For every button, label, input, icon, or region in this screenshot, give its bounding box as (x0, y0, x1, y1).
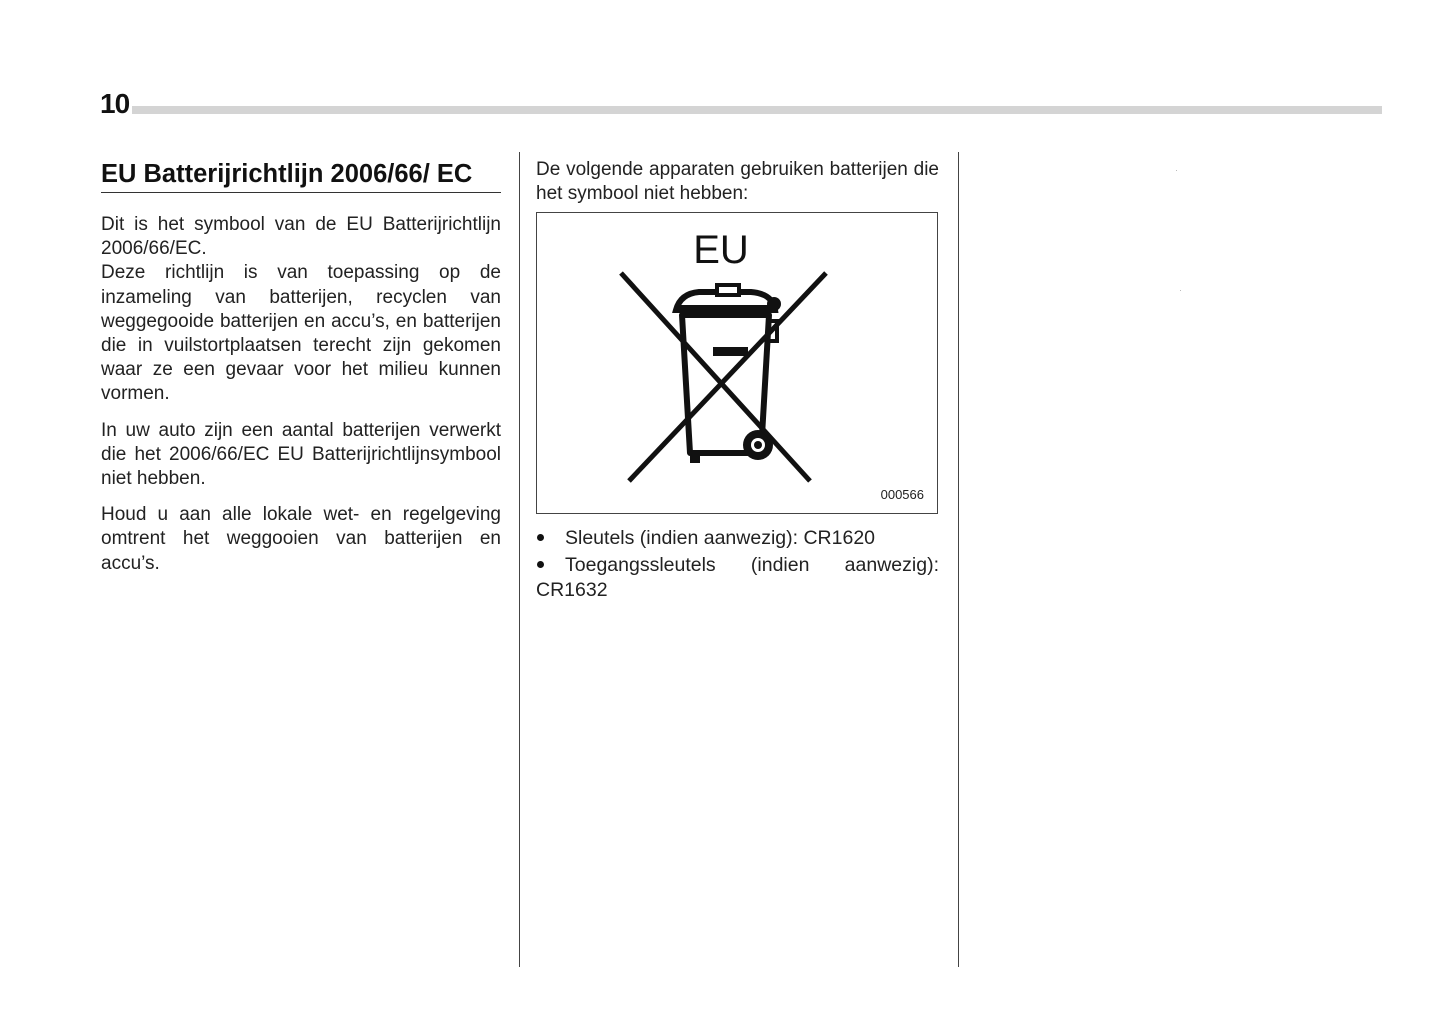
list-item-text: Sleutels (indien aanwezig): CR1620 (565, 527, 876, 550)
column-divider-left (519, 152, 520, 967)
paragraph-car-batteries: In uw auto zijn een aantal batterijen verwerkt die het 2006/66/EC EU Batterijrichtlijnsymbool niet hebben. (101, 419, 501, 490)
section-title: EU Batterijrichtlijn 2006/66/ EC (101, 160, 501, 193)
eu-battery-symbol-figure (536, 212, 938, 514)
list-item (536, 553, 939, 603)
bullet-icon (537, 561, 544, 568)
bullet-icon (537, 534, 544, 541)
page-number: 10 (100, 88, 130, 119)
crossed-out-wheelie-bin-icon (537, 213, 937, 513)
scan-speck (1176, 170, 1177, 171)
paragraph-directive-scope: Deze richtlijn is van toepassing op de inzameling van batterijen, recyclen van weggegooide batterijen en accu’s, en batterijen die in vuilstortplaatsen terecht zijn gekomen waar ze een gevaar voor het milieu kunnen vormen. (101, 262, 501, 405)
scan-speck (1180, 290, 1181, 291)
left-column (101, 160, 501, 576)
paragraph-local-regulations: Houd u aan alle lokale wet- en regelgeving omtrent het weggooien van batterijen en accu’s. (101, 504, 501, 574)
right-column (536, 158, 939, 603)
paragraph-symbol-intro: Dit is het symbool van de EU Batterijrichtlijn 2006/66/EC. (101, 214, 501, 260)
column-divider-right (958, 152, 959, 967)
device-battery-list (536, 526, 939, 603)
figure-eu-label: EU (693, 228, 749, 273)
figure-code: 000566 (880, 487, 924, 503)
list-item (536, 526, 939, 551)
list-item-text: Toegangssleutels (indien aanwezig): CR1632 (536, 554, 939, 602)
devices-intro: De volgende apparaten gebruiken batterijen die het symbool niet hebben: (536, 159, 939, 205)
header-rule (132, 106, 1382, 114)
